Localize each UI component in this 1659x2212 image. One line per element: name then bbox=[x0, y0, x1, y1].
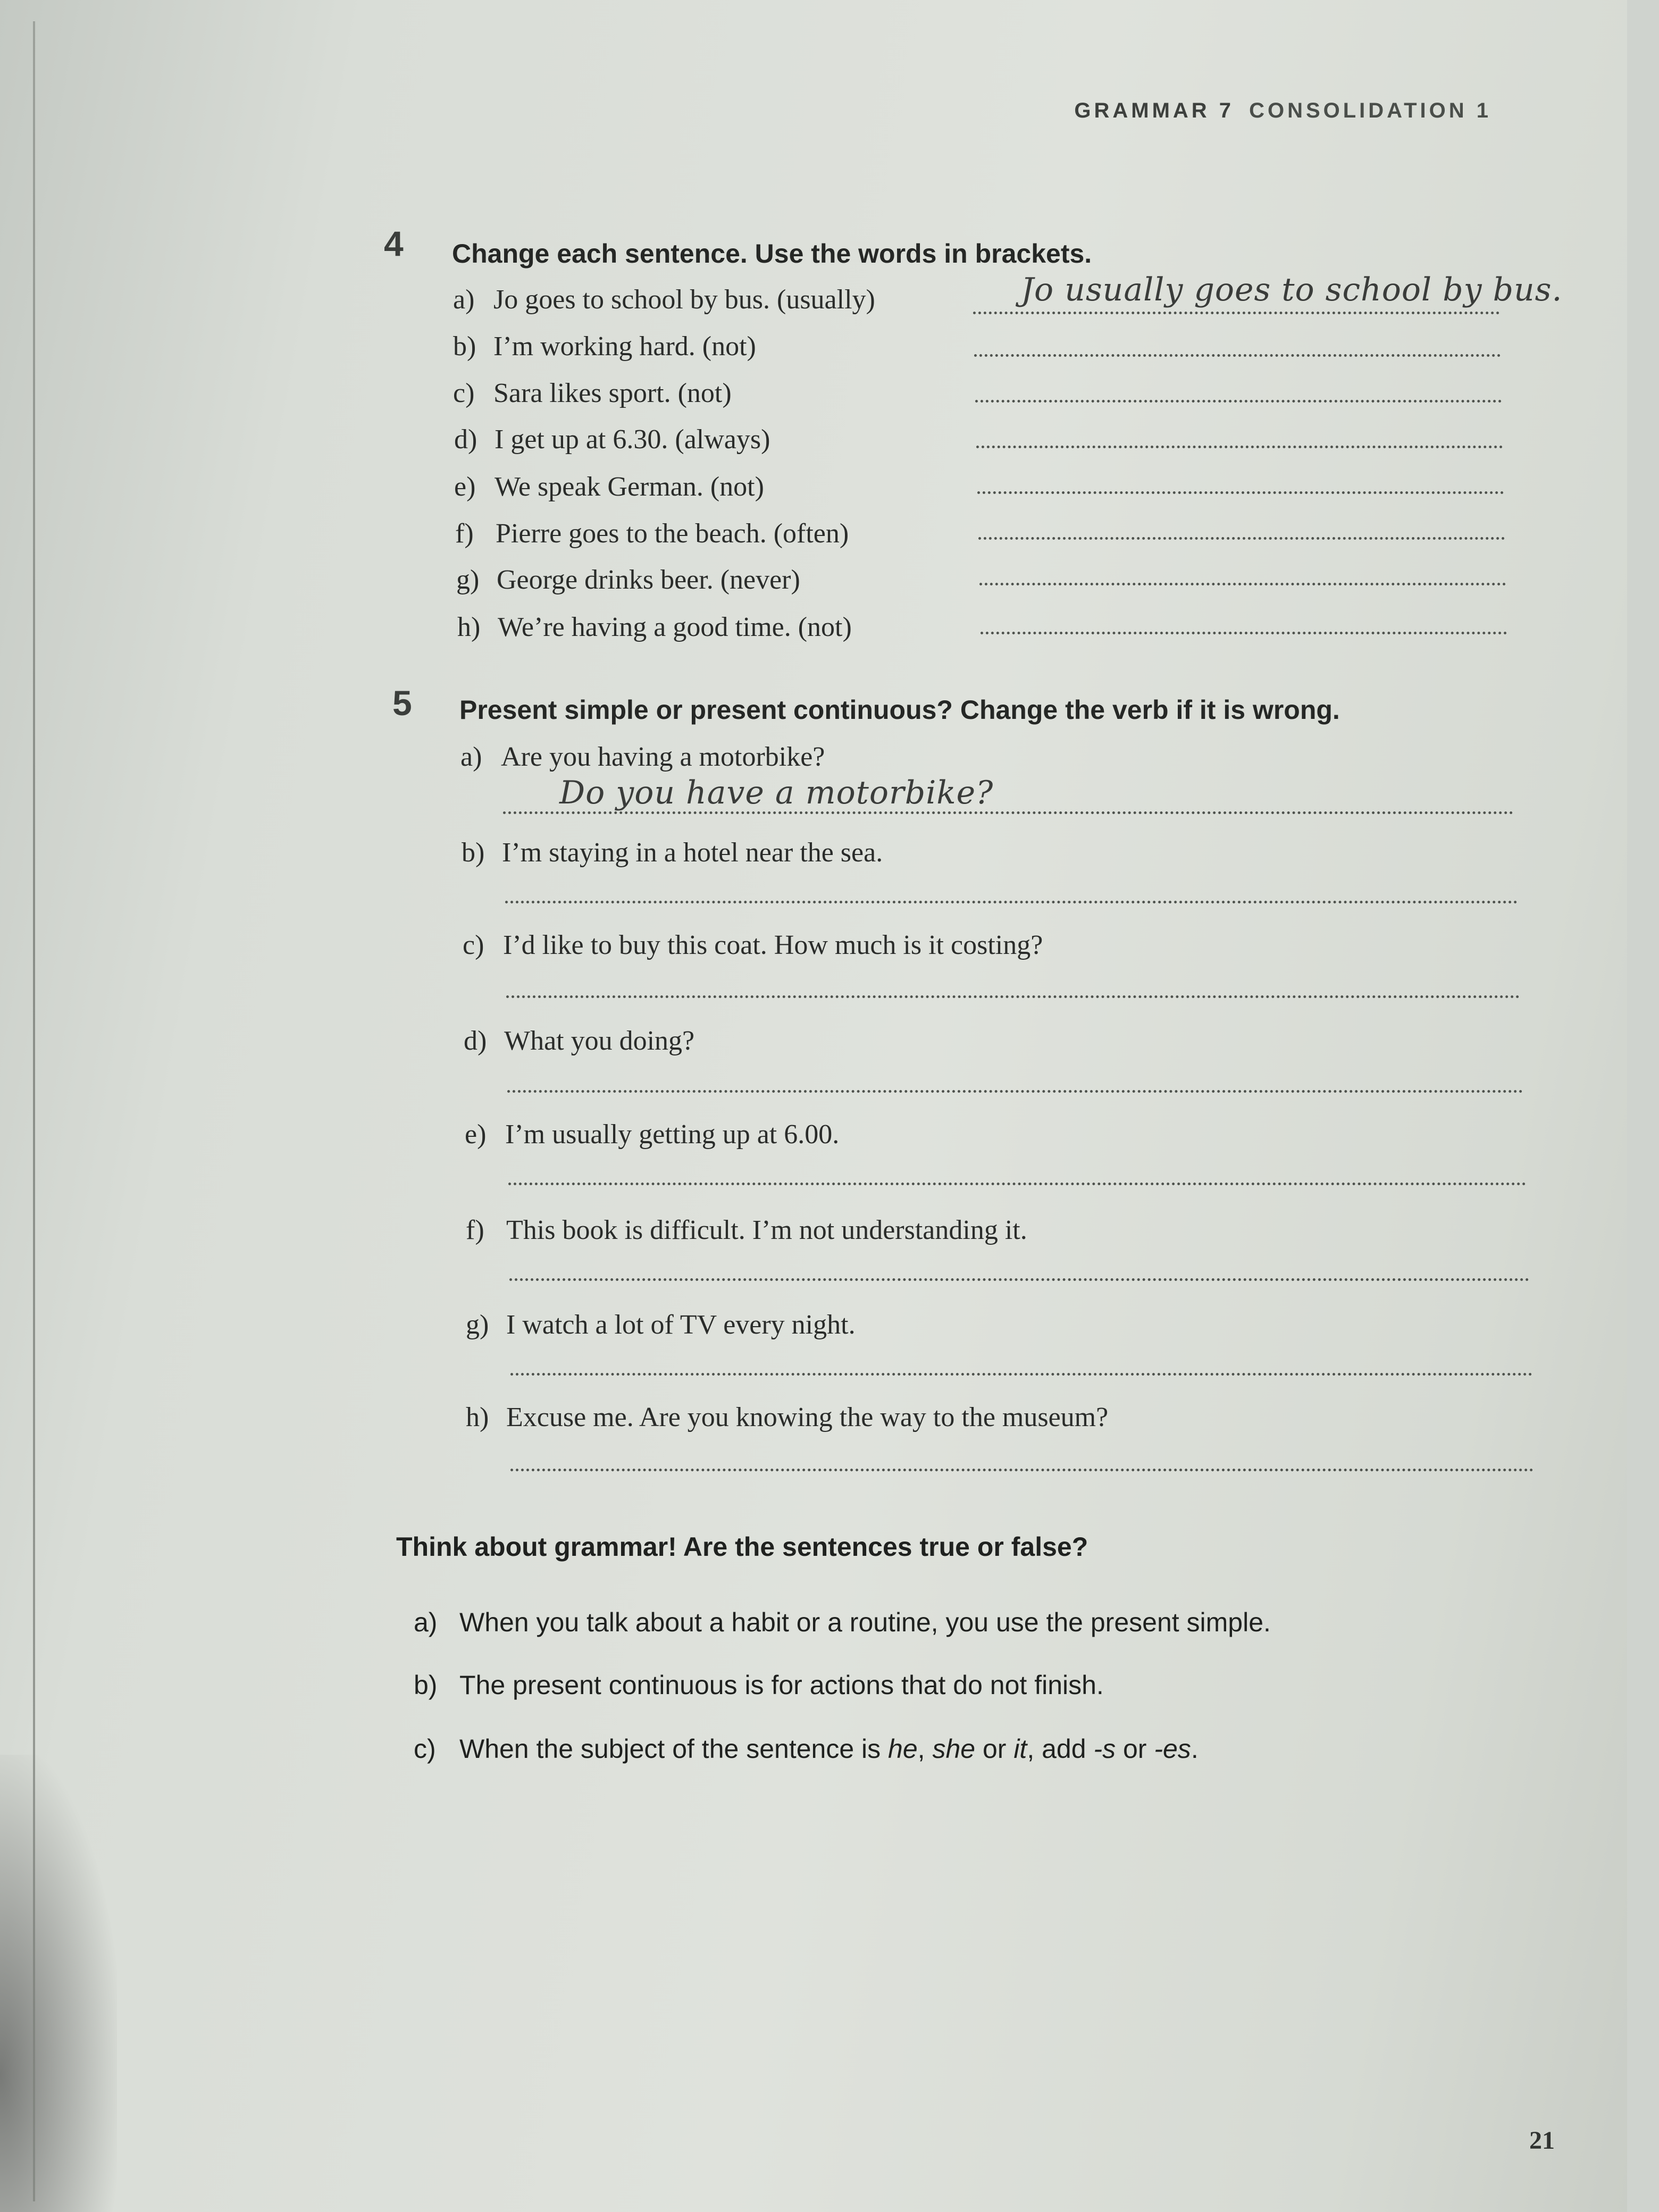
think-item-b: b) The present continuous is for actions that do not finish. bbox=[414, 1670, 1104, 1700]
ex4-answer-line-f[interactable] bbox=[978, 537, 1505, 540]
ex4-item-a: a) Jo goes to school by bus. (usually) bbox=[453, 284, 875, 315]
ex4-item-e: e) We speak German. (not) bbox=[454, 472, 764, 502]
exercise-4-instruction: Change each sentence. Use the words in brackets. bbox=[452, 239, 1092, 269]
ex5-handwritten-answer-a: Do you have a motorbike? bbox=[559, 774, 994, 811]
exercise-4-number: 4 bbox=[384, 224, 404, 263]
binding-edge bbox=[33, 21, 35, 2201]
ex5-answer-line-c[interactable] bbox=[506, 995, 1520, 998]
page-number: 21 bbox=[1529, 2126, 1555, 2155]
think-item-c: c) When the subject of the sentence is he, she or it, add -s or -es. bbox=[414, 1734, 1199, 1764]
ex4-answer-line-b[interactable] bbox=[974, 354, 1501, 357]
think-about-grammar-title: Think about grammar! Are the sentences true or false? bbox=[396, 1532, 1088, 1562]
ex5-item-a: a) Are you having a motorbike? bbox=[460, 742, 825, 772]
ex4-answer-line-a[interactable] bbox=[973, 312, 1499, 314]
ex5-answer-line-f[interactable] bbox=[509, 1278, 1529, 1281]
ex5-item-g: g) I watch a lot of TV every night. bbox=[466, 1310, 856, 1340]
ex4-answer-line-g[interactable] bbox=[979, 583, 1506, 585]
ex4-item-f: f) Pierre goes to the beach. (often) bbox=[455, 518, 849, 549]
ex4-answer-line-h[interactable] bbox=[981, 632, 1507, 634]
ex5-item-e: e) I’m usually getting up at 6.00. bbox=[465, 1119, 840, 1150]
ex4-answer-line-c[interactable] bbox=[975, 400, 1502, 403]
exercise-5-instruction: Present simple or present continuous? Change the verb if it is wrong. bbox=[459, 695, 1340, 725]
header-section: GRAMMAR 7 bbox=[1074, 99, 1235, 122]
ex4-answer-line-d[interactable] bbox=[976, 446, 1503, 448]
ex4-item-h: h) We’re having a good time. (not) bbox=[457, 612, 852, 642]
page-header bbox=[1074, 99, 1492, 123]
think-item-a: a) When you talk about a habit or a routine, you use the present simple. bbox=[414, 1607, 1271, 1637]
ex5-item-d: d) What you doing? bbox=[464, 1026, 695, 1056]
ex5-answer-line-h[interactable] bbox=[510, 1469, 1534, 1471]
ex5-item-f: f) This book is difficult. I’m not understanding it. bbox=[466, 1215, 1027, 1245]
ex4-item-g: g) George drinks beer. (never) bbox=[456, 565, 800, 595]
ex5-answer-line-g[interactable] bbox=[510, 1373, 1532, 1376]
ex5-answer-line-d[interactable] bbox=[507, 1090, 1523, 1093]
exercise-5-number: 5 bbox=[392, 683, 412, 723]
ex5-item-h: h) Excuse me. Are you knowing the way to the museum? bbox=[466, 1402, 1109, 1432]
ex5-item-b: b) I’m staying in a hotel near the sea. bbox=[462, 837, 883, 868]
ex4-item-d: d) I get up at 6.30. (always) bbox=[454, 424, 770, 455]
ex4-item-c: c) Sara likes sport. (not) bbox=[453, 378, 732, 408]
ex4-handwritten-answer-a: Jo usually goes to school by bus. bbox=[1021, 271, 1563, 308]
header-subsection: CONSOLIDATION 1 bbox=[1249, 99, 1492, 122]
ex5-answer-line-b[interactable] bbox=[505, 901, 1518, 903]
ex5-answer-line-e[interactable] bbox=[508, 1183, 1526, 1185]
ex5-answer-line-a[interactable] bbox=[503, 811, 1513, 814]
ex4-answer-line-e[interactable] bbox=[977, 491, 1504, 494]
ex4-item-b: b) I’m working hard. (not) bbox=[453, 331, 756, 362]
ex5-item-c: c) I’d like to buy this coat. How much is it costing? bbox=[463, 930, 1043, 960]
